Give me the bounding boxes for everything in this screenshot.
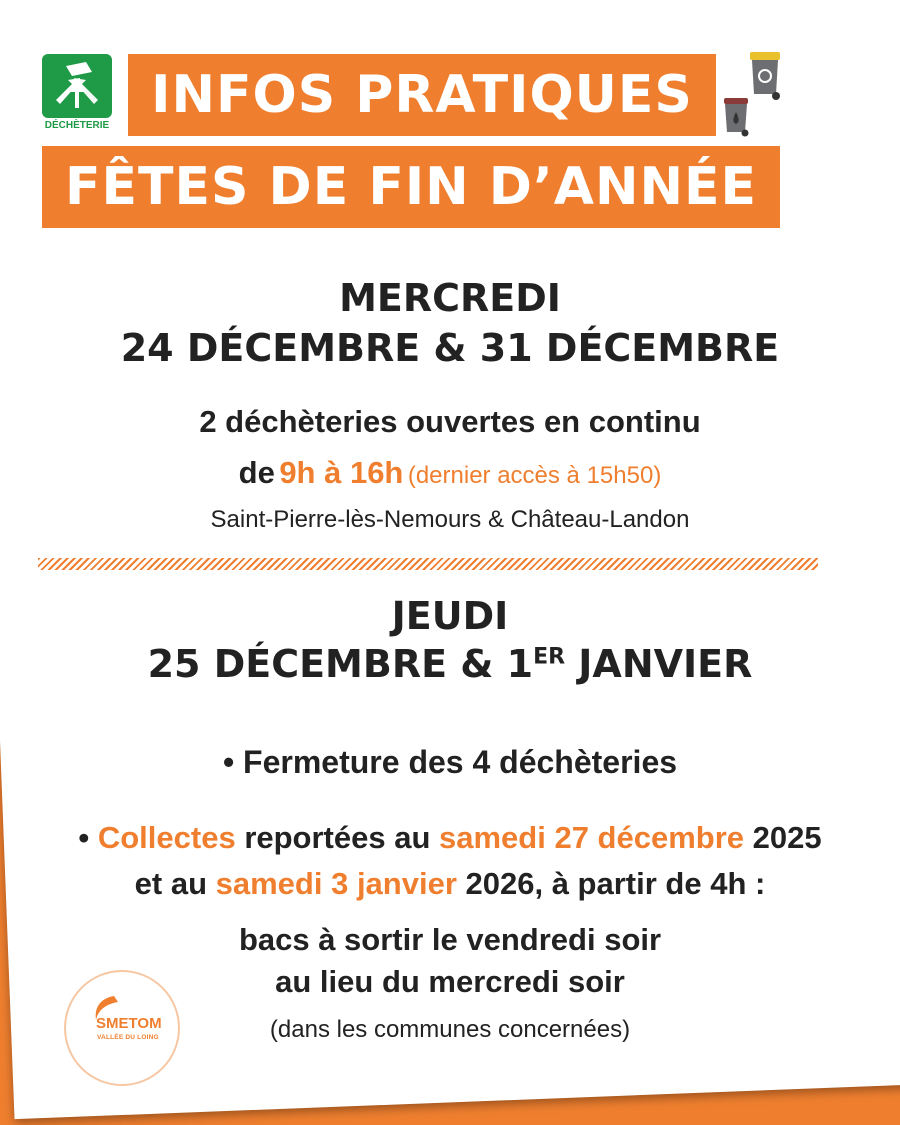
section2-dates <box>0 642 900 686</box>
section2-dates-part1: 25 DÉCEMBRE & 1 <box>147 642 534 686</box>
logo-caption: DÉCHÈTERIE <box>44 120 110 131</box>
title-band-1 <box>128 54 716 136</box>
bullet-fermeture: • Fermeture des 4 déchèteries <box>222 744 678 780</box>
last-access: (dernier accès à 15h50) <box>407 462 662 489</box>
year-2025: 2025 <box>752 820 822 855</box>
hours-value: 9h à 16h <box>279 455 404 490</box>
section1-day: MERCREDI <box>339 276 561 320</box>
communes-note: (dans les communes concernées) <box>269 1016 631 1043</box>
recycle-bin-icon <box>748 50 784 102</box>
title-fetes: FÊTES DE FIN D’ANNÉE <box>64 157 758 217</box>
dechetterie-logo <box>42 54 112 132</box>
bullet-dot: • <box>78 820 90 855</box>
reportees-text: reportées au <box>244 820 431 855</box>
collectes-line2 <box>0 866 900 902</box>
title-band-2 <box>42 146 780 228</box>
section1-hours-line <box>0 455 900 491</box>
smetom-name: SMETOM <box>96 1015 162 1032</box>
recycling-arrows-icon <box>42 54 112 118</box>
year-2026-text: 2026, à partir de 4h : <box>465 866 766 901</box>
section2-dates-part2: JANVIER <box>565 642 753 686</box>
smetom-sub: VALLÉE DU LOING <box>97 1034 159 1041</box>
date-27-decembre: samedi 27 décembre <box>439 820 745 855</box>
section2-day: JEUDI <box>391 594 509 638</box>
date-3-janvier: samedi 3 janvier <box>215 866 457 901</box>
smetom-logo <box>64 970 180 1086</box>
et-au-text: et au <box>134 866 208 901</box>
trash-bin-icon <box>722 96 752 138</box>
section1-locations: Saint-Pierre-lès-Nemours & Château-Landon <box>210 506 690 533</box>
title-infos-pratiques: INFOS PRATIQUES <box>151 65 693 125</box>
section2-dates-sup: ER <box>533 644 566 670</box>
bacs-line2: au lieu du mercredi soir <box>275 964 625 999</box>
section1-info: 2 déchèteries ouvertes en continu <box>199 404 701 439</box>
bacs-line1: bacs à sortir le vendredi soir <box>238 922 662 957</box>
section1-dates: 24 DÉCEMBRE & 31 DÉCEMBRE <box>120 326 780 370</box>
hours-prefix: de <box>238 455 275 490</box>
bullet-collectes <box>0 820 900 856</box>
divider <box>38 558 818 570</box>
collectes-word: Collectes <box>97 820 236 855</box>
